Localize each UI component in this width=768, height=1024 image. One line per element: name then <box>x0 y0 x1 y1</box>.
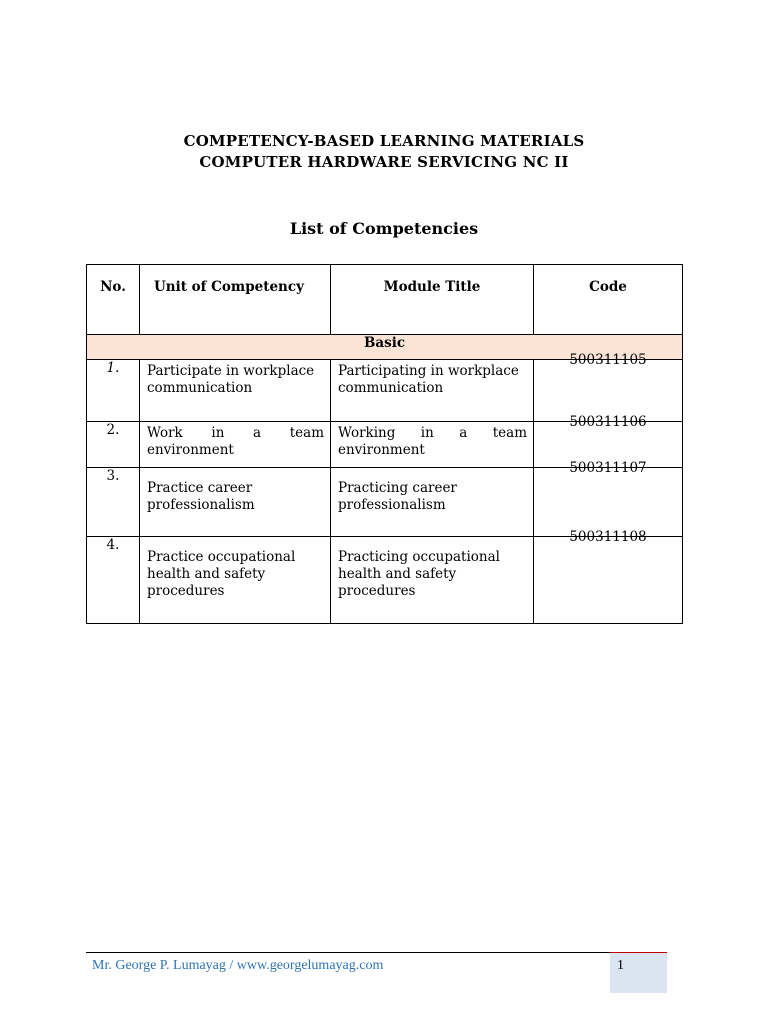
code-value: 500311108 <box>569 529 647 545</box>
code-value: 500311105 <box>569 352 647 368</box>
footer-divider <box>86 952 610 953</box>
table-row <box>87 537 683 624</box>
competency-table <box>86 264 683 624</box>
section-label: Basic <box>87 335 683 360</box>
header-code: Code <box>534 265 683 335</box>
row-number: 1. <box>87 360 140 422</box>
code-cell <box>534 460 683 537</box>
footer-author: Mr. George P. Lumayag / www.georgelumayag.com <box>92 958 384 973</box>
list-title: List of Competencies <box>289 219 479 238</box>
header-module-title: Module Title <box>331 265 534 335</box>
header-no: No. <box>87 265 140 335</box>
row-number: 3. <box>87 468 140 537</box>
module-title-cell: Practicing occupational health and safety procedures <box>331 537 534 624</box>
table-row <box>87 468 683 537</box>
code-cell <box>534 529 683 624</box>
row-number: 2. <box>87 422 140 468</box>
unit-of-competency-cell: Practice career professionalism <box>140 468 331 537</box>
unit-of-competency-cell: Work in a team environment <box>140 422 331 468</box>
row-number: 4. <box>87 537 140 624</box>
document-title-line1: COMPETENCY-BASED LEARNING MATERIALS <box>183 132 585 150</box>
code-cell <box>534 352 683 422</box>
page-number: 1 <box>617 958 624 973</box>
document-title-line2: COMPUTER HARDWARE SERVICING NC II <box>199 153 569 171</box>
module-title-cell: Practicing career professionalism <box>331 468 534 537</box>
table-header-row <box>87 265 683 335</box>
module-title-cell: Participating in workplace communication <box>331 360 534 422</box>
unit-of-competency-cell: Participate in workplace communication <box>140 360 331 422</box>
unit-of-competency-cell: Practice occupational health and safety procedures <box>140 537 331 624</box>
code-value: 500311106 <box>569 414 647 430</box>
code-value: 500311107 <box>569 460 647 476</box>
module-title-cell: Working in a team environment <box>331 422 534 468</box>
table-row <box>87 360 683 422</box>
header-unit-of-competency: Unit of Competency <box>140 265 331 335</box>
